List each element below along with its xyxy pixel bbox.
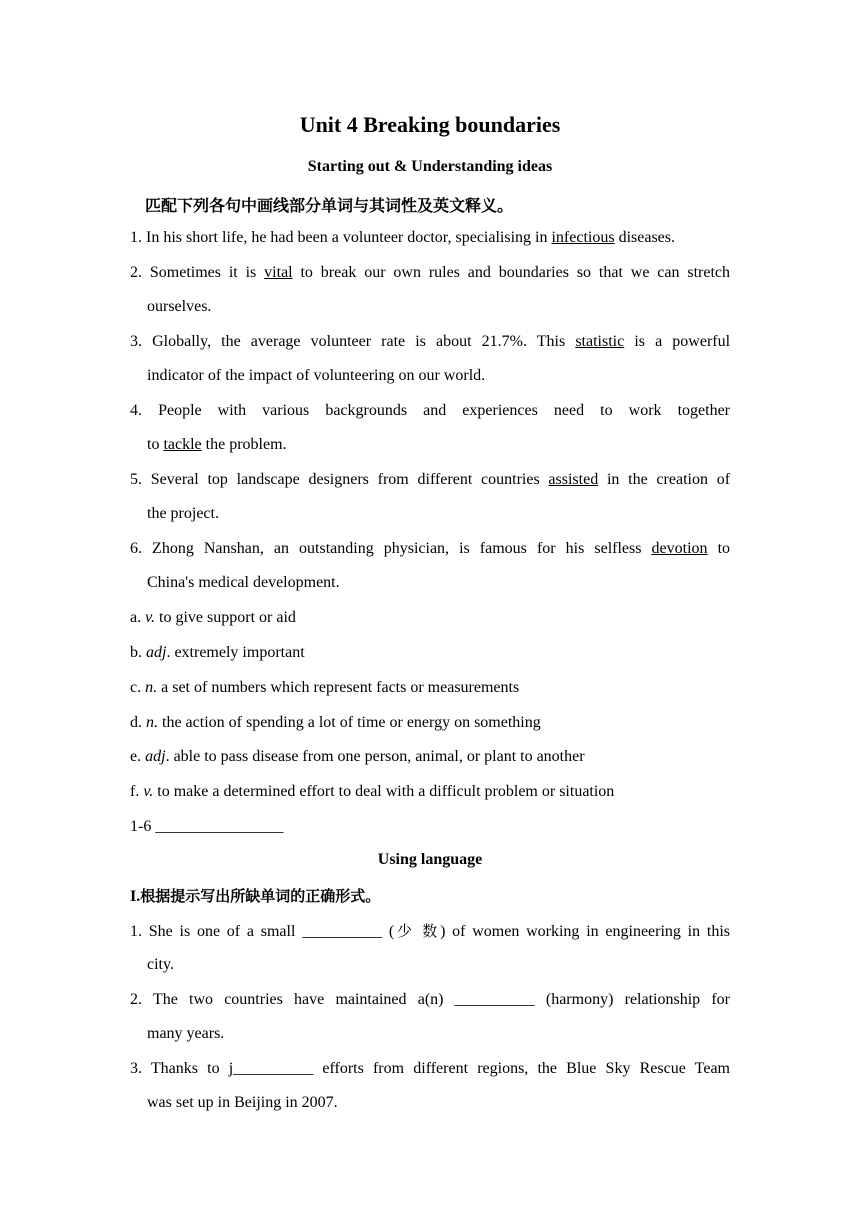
fill-item-1: 1. She is one of a small __________ (少 数) of women working in engineering in this	[130, 922, 730, 940]
fill-item-3-continuation: was set up in Beijing in 2007.	[147, 1094, 338, 1111]
sentence-2: 2. Sometimes it is vital to break our own rules and boundaries so that we can stretch	[130, 264, 731, 281]
definition-f: f. v. to make a determined effort to deal with a difficult problem or situation	[130, 783, 615, 800]
sentence-2-continuation: ourselves.	[147, 298, 212, 315]
fill-item-3: 3. Thanks to j__________ efforts from different regions, the Blue Sky Rescue Team	[130, 1060, 730, 1077]
sentence-6-continuation: China's medical development.	[147, 574, 340, 591]
fill-instruction: I.根据提示写出所缺单词的正确形式。	[130, 887, 381, 905]
sentence-4: 4. People with various backgrounds and experiences need to work together	[130, 402, 730, 419]
sentence-3: 3. Globally, the average volunteer rate is about 21.7%. This statistic is a powerful	[130, 333, 731, 350]
underlined-word: tackle	[163, 436, 202, 453]
chinese-hint: 少 数	[394, 922, 441, 940]
sentence-5-continuation: the project.	[147, 505, 219, 522]
definition-c: c. n. a set of numbers which represent facts or measurements	[130, 679, 520, 696]
sentence-5: 5. Several top landscape designers from different countries assisted in the creation of	[130, 471, 731, 488]
matching-instruction: 匹配下列各句中画线部分单词与其词性及英文释义。	[145, 196, 514, 215]
definition-a: a. v. to give support or aid	[130, 609, 296, 626]
fill-item-2: 2. The two countries have maintained a(n) __________ (harmony) relationship for	[130, 991, 731, 1008]
fill-item-2-continuation: many years.	[147, 1025, 225, 1042]
underlined-word: statistic	[575, 333, 625, 350]
sentence-3-continuation: indicator of the impact of volunteering on our world.	[147, 367, 486, 384]
fill-item-1-continuation: city.	[147, 956, 174, 973]
section-subtitle: Starting out & Understanding ideas	[307, 158, 553, 175]
answer-blank: 1-6 ________________	[130, 818, 284, 835]
document-title: Unit 4 Breaking boundaries	[299, 112, 561, 137]
section-using-language: Using language	[377, 851, 483, 868]
underlined-word: assisted	[548, 471, 599, 488]
sentence-6: 6. Zhong Nanshan, an outstanding physician, is famous for his selfless devotion to	[130, 540, 731, 557]
sentence-4-continuation: to tackle the problem.	[147, 436, 287, 453]
definition-b: b. adj. extremely important	[130, 644, 305, 661]
underlined-word: devotion	[651, 540, 708, 557]
underlined-word: infectious	[551, 229, 615, 246]
definition-d: d. n. the action of spending a lot of time or energy on something	[130, 714, 541, 731]
sentence-1: 1. In his short life, he had been a volunteer doctor, specialising in infectious diseases.	[130, 229, 675, 246]
underlined-word: vital	[264, 264, 293, 281]
definition-e: e. adj. able to pass disease from one person, animal, or plant to another	[130, 748, 585, 765]
